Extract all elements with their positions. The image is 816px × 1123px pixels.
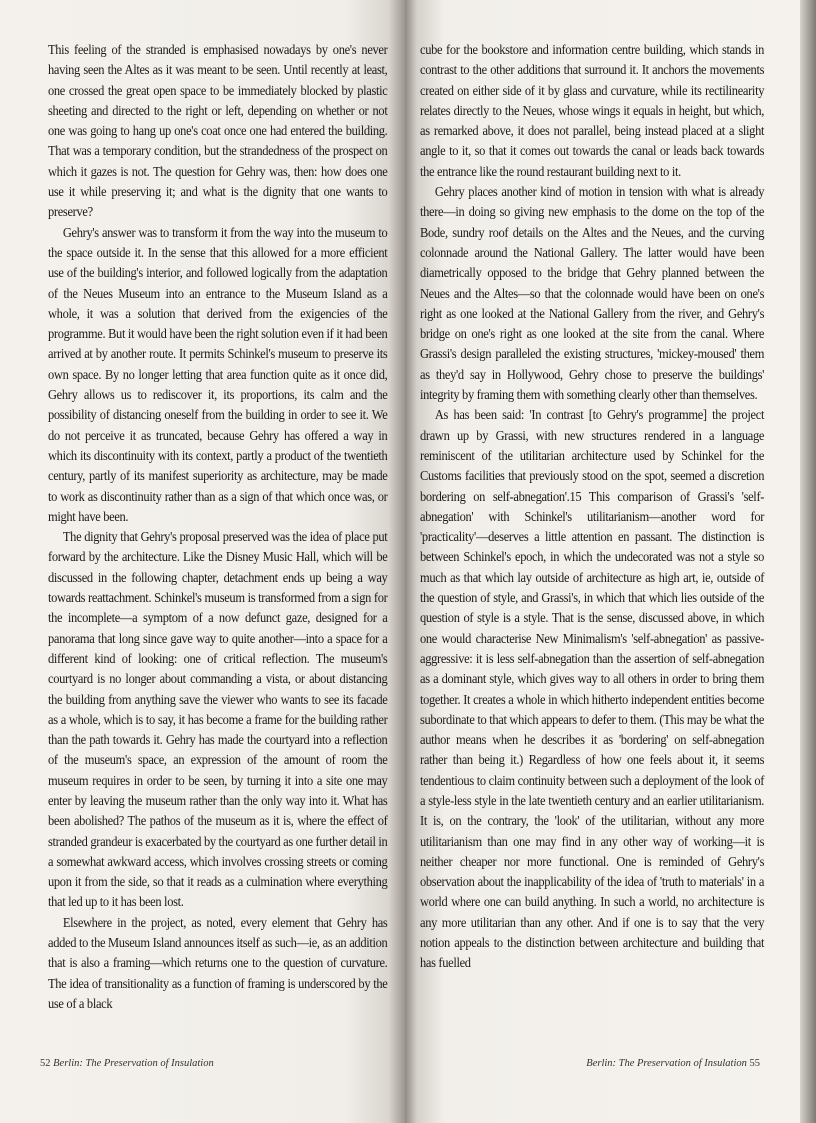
- paragraph: cube for the bookstore and information centre building, which stands in contrast to the other additions that surround it. It anchors the movements created on either side of it by glass and curvature, while its rectilinearity relates directly to the Neues, whose wings it equals in height, but which, as remarked above, it does not parallel, being instead placed at a slight angle to it, so that it comes out towards the canal or leads back towards the entrance like the round restaurant building next to it.: [420, 42, 765, 179]
- page-number: 55: [749, 1058, 760, 1069]
- paragraph: Gehry's answer was to transform it from the way into the museum to the space outside it. In the sense that this allowed for a more efficient use of the building's interior, and followed logically from the adaptation of the Neues Museum into an entrance to the Museum Island as a whole, it was a solution that derived from the exigencies of the programme. But it would have been the right solution even if it had been arrived at by another route. It permits Schinkel's museum to preserve its own space. By no longer letting that area function quite as it once did, Gehry allows us to rediscover it, its proportions, its calm and the possibility of distancing oneself from the building in order to see it. We do not perceive it as truncated, because Gehry has offered a way in which its discontinuity with its context, partly a product of the twentieth century, partly of its manifest superiority as architecture, may be made to work as discontinuity rather than as a sign of that which once was, or might have been.: [48, 224, 388, 524]
- paragraph: Gehry places another kind of motion in tension with what is already there—in doing so giving new emphasis to the dome on the top of the Bode, sundry roof details on the Altes and the Neues, and the curving colonnade around the National Gallery. The latter would have been diametrically opposed to the bridge that Gehry planned between the Neues and the Altes—so that the colonnade would have been on one's right as one looked at the National Gallery from the river, and Gehry's bridge on one's right as one looked at the site from the canal. Where Grassi's design paralleled the existing structures, 'mickey-moused' them as they'd say in Hollywood, Gehry chose to preserve the buildings' integrity by framing them with something clearly other than themselves.: [420, 184, 765, 403]
- running-title: Berlin: The Preservation of Insulation: [586, 1058, 747, 1069]
- page-edge: [800, 0, 816, 1123]
- paragraph: The dignity that Gehry's proposal preserved was the idea of place put forward by the architecture. Like the Disney Music Hall, which will be discussed in the following chapter, detachment ends up being a way towards reattachment. Schinkel's museum is transformed from a sign for the incomplete—a symptom of a now defunct gaze, designed for a panorama that long since gave way to quite another—into a space for a different kind of looking: one of critical reflection. The museum's courtyard is no longer about commanding a vista, or about distancing the building from anything save the viewer who wants to see its facade as a whole, which is to say, it has become a frame for the building rather than the path towards it. Gehry has made the courtyard into a reflection of the museum's space, an expression of the amount of room the museum requires in order to be seen, by turning it into a site one may enter by leaving the museum rather than the only way into it. What has been abolished? The pathos of the museum as it is, where the effect of stranded grandeur is exacerbated by the courtyard as one further detail in a somewhat awkward access, which involves crossing streets or coming upon it from the side, so that it reads as a culmination where everything that led up to it has been lost.: [48, 529, 388, 910]
- right-page-body: [420, 40, 764, 974]
- right-folio: [586, 1058, 760, 1069]
- paragraph: As has been said: 'In contrast [to Gehry's programme] the project drawn up by Grassi, with new structures rendered in a language reminiscent of the utilitarian architecture used by Schinkel for the Customs facilities that previously stood on the spot, seemed a discretion bordering on self-abnegation'.15 This comparison of Grassi's 'self-abnegation' with Schinkel's utilitarianism—another word for 'practicality'—deserves a little attention en passant. The distinction is between Schinkel's epoch, in which the undecorated was not a style so much as that which lay outside of architecture as high art, ie, outside of the question of style, and Grassi's, in which that which lies outside of the question of style is a style. That is the sense, discussed above, in which one would characterise New Minimalism's 'self-abnegation' as passive-aggressive: it is less self-abnegation than the assertion of self-abnegation as a dominant style, which gives way to all others in order to bring them together. It creates a whole in which hitherto independent entities become subordinate to that which appears to defer to them. (This may be what the author means when he describes it as 'bordering' on self-abnegation rather than being it.) Regardless of how one feels about it, it seems tendentious to claim continuity between such a deployment of the look of a style-less style in the late twentieth century and an earlier utilitarianism. It is, on the contrary, the 'look' of the utilitarian, without any more utilitarianism than one may find in any other way of working—it is neither cheaper nor more functional. One is reminded of Gehry's observation about the inapplicability of the idea of 'truth to materials' in a world where one can build anything. In such a world, no architecture is any more utilitarian than any other. And if one is to say that the very notion appeals to the distinction between architecture and building that has fuelled: [420, 407, 765, 971]
- left-page: [0, 0, 405, 1123]
- running-title: Berlin: The Preservation of Insulation: [53, 1058, 214, 1069]
- paragraph: This feeling of the stranded is emphasised nowadays by one's never having seen the Altes as it was meant to be seen. Until recently at least, one crossed the great open space to be immediately blocked by plastic sheeting and directed to the right or left, depending on whether or not one was going to hang up one's coat once one had entered the building. That was a temporary condition, but the strandedness of the prospect on which it gazes is not. The question for Gehry was, then: how does one use it while preserving it; and what is the dignity that one wants to preserve?: [48, 42, 388, 220]
- paragraph: Elsewhere in the project, as noted, every element that Gehry has added to the Museum Island announces itself as such—ie, as an addition that is also a framing—which returns one to the question of curvature. The idea of transitionality as a function of framing is underscored by the use of a black: [48, 914, 388, 1011]
- left-folio: [40, 1058, 214, 1069]
- page-number: 52: [40, 1058, 51, 1069]
- left-page-body: [48, 40, 387, 1014]
- right-page: [405, 0, 800, 1123]
